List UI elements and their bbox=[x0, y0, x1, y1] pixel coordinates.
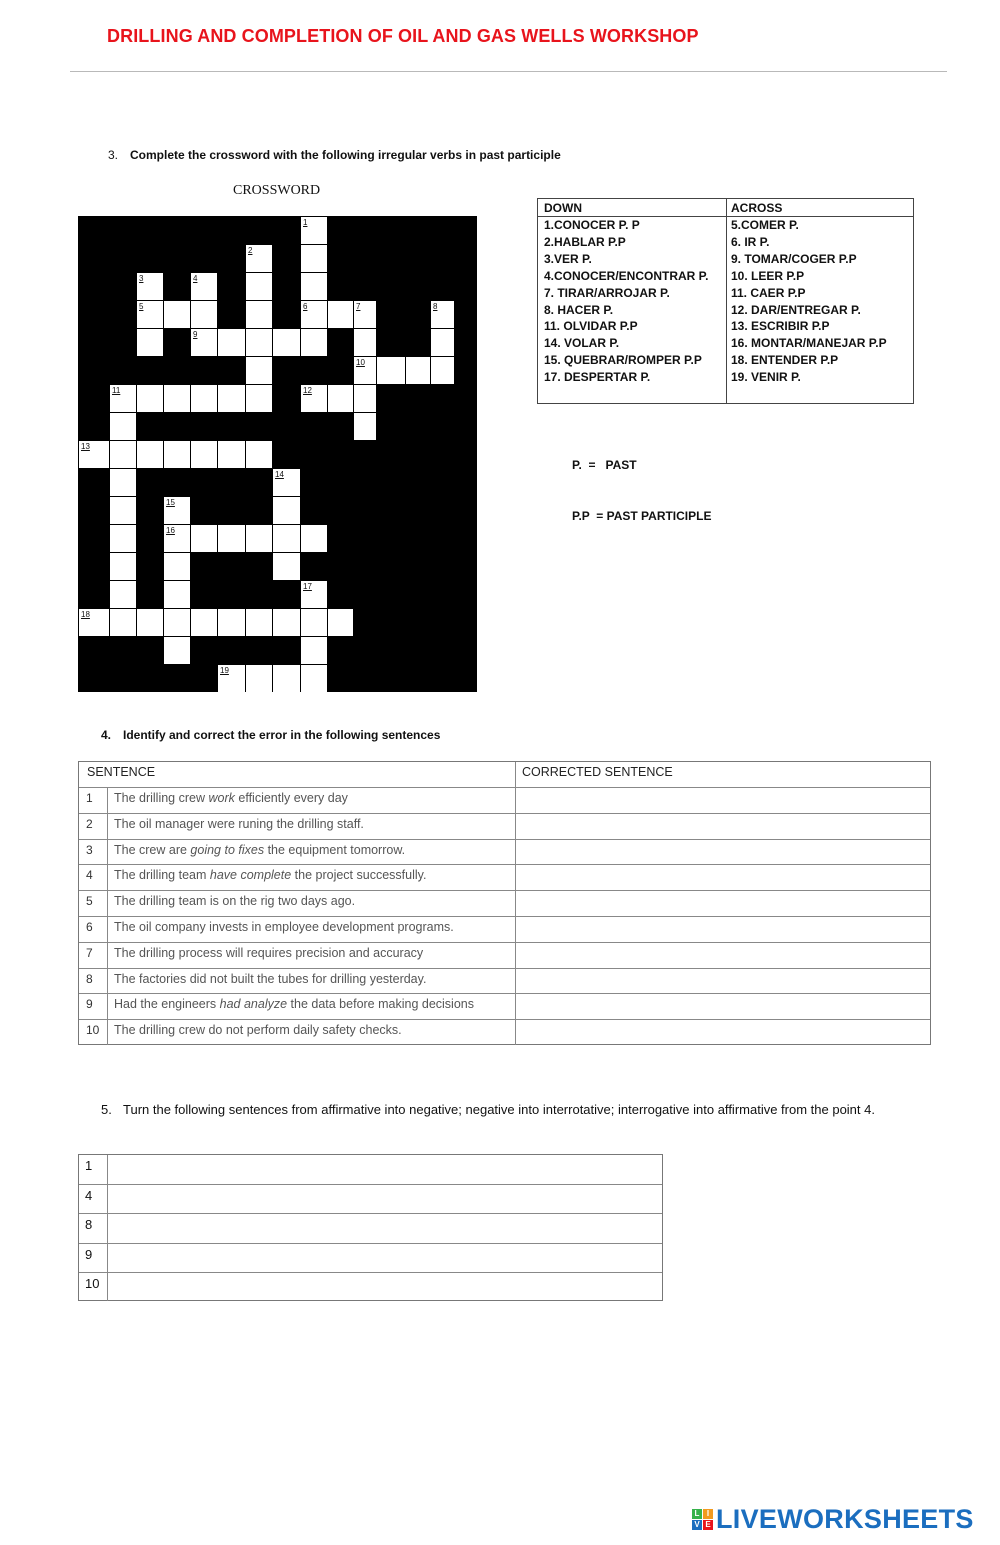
across-clue: 6. IR P. bbox=[731, 234, 770, 249]
crossword-cell[interactable] bbox=[301, 329, 327, 356]
crossword-cell[interactable] bbox=[246, 301, 272, 328]
corrected-sentence-input[interactable] bbox=[516, 891, 930, 916]
crossword-cell[interactable] bbox=[246, 665, 272, 692]
crossword-cell[interactable] bbox=[164, 385, 190, 412]
crossword-cell[interactable] bbox=[301, 665, 327, 692]
corrected-sentence-input[interactable] bbox=[516, 814, 930, 839]
header-divider bbox=[70, 71, 947, 72]
crossword-clue-number: 16 bbox=[166, 526, 175, 535]
question-5-text: Turn the following sentences from affirmative into negative; negative into interrotative; interrogative into affirmative from the point 4. bbox=[123, 1102, 875, 1117]
down-clue: 3.VER P. bbox=[544, 251, 592, 266]
crossword-cell[interactable] bbox=[218, 385, 245, 412]
down-clue: 15. QUEBRAR/ROMPER P.P bbox=[544, 353, 702, 368]
error-table-row bbox=[79, 942, 930, 968]
sentence-text-end: the project successfully. bbox=[291, 868, 427, 883]
crossword-cell[interactable] bbox=[191, 441, 217, 468]
incorrect-sentence bbox=[108, 891, 516, 916]
across-clue: 18. ENTENDER P.P bbox=[731, 353, 839, 368]
corrected-sentence-input[interactable] bbox=[516, 969, 930, 994]
logo-mark-letter: L bbox=[692, 1509, 702, 1519]
crossword-clue-number: 3 bbox=[139, 274, 144, 283]
crossword-clue-number: 10 bbox=[356, 358, 365, 367]
logo-text: LIVEWORKSHEETS bbox=[716, 1503, 974, 1534]
crossword-cell[interactable] bbox=[191, 609, 217, 636]
logo-mark-icon bbox=[692, 1509, 713, 1530]
crossword-cell[interactable] bbox=[218, 609, 245, 636]
sentence-text: The drilling team bbox=[114, 868, 210, 883]
crossword-cell[interactable] bbox=[273, 525, 300, 552]
crossword-clue-number: 11 bbox=[112, 386, 121, 395]
crossword-cell[interactable] bbox=[218, 665, 245, 692]
crossword-cell[interactable] bbox=[164, 441, 190, 468]
crossword-cell[interactable] bbox=[110, 413, 136, 440]
crossword-cell[interactable] bbox=[164, 497, 190, 524]
crossword-cell[interactable] bbox=[246, 329, 272, 356]
abbreviation-legend bbox=[572, 423, 711, 542]
row-number: 6 bbox=[79, 917, 108, 942]
error-table-row bbox=[79, 1019, 930, 1045]
crossword-cell[interactable] bbox=[137, 441, 163, 468]
logo-mark-letter: E bbox=[703, 1520, 713, 1530]
corrected-sentence-input[interactable] bbox=[516, 840, 930, 865]
crossword-cell[interactable] bbox=[328, 609, 353, 636]
sentence-text: The drilling team is on the rig two days ago. bbox=[114, 894, 356, 909]
crossword-cell[interactable] bbox=[354, 413, 376, 440]
sentence-emphasis: had analyze bbox=[219, 997, 288, 1012]
crossword-cell[interactable] bbox=[377, 357, 405, 384]
crossword-cell[interactable] bbox=[301, 385, 327, 412]
crossword-cell[interactable] bbox=[354, 385, 376, 412]
error-table-row bbox=[79, 993, 930, 1019]
down-clue: 7. TIRAR/ARROJAR P. bbox=[544, 285, 670, 300]
transform-table-row[interactable] bbox=[79, 1155, 662, 1184]
down-clue: 4.CONOCER/ENCONTRAR P. bbox=[544, 268, 709, 283]
crossword-cell[interactable] bbox=[110, 441, 136, 468]
sentence-emphasis: going to fixes bbox=[190, 842, 265, 857]
crossword-cell[interactable] bbox=[246, 385, 272, 412]
crossword-cell[interactable] bbox=[301, 273, 327, 300]
crossword-clue-number: 12 bbox=[303, 386, 312, 395]
question-4-number: 4. bbox=[101, 728, 112, 742]
crossword-cell[interactable] bbox=[164, 637, 190, 664]
row-number: 7 bbox=[79, 943, 108, 968]
crossword-cell[interactable] bbox=[273, 329, 300, 356]
corrected-sentence-input[interactable] bbox=[516, 788, 930, 813]
error-table-row bbox=[79, 813, 930, 839]
corrected-sentence-input[interactable] bbox=[516, 994, 930, 1019]
crossword-cell[interactable] bbox=[246, 525, 272, 552]
crossword-cell[interactable] bbox=[354, 357, 376, 384]
corrected-sentence-input[interactable] bbox=[516, 943, 930, 968]
crossword-clue-number: 15 bbox=[166, 498, 175, 507]
error-table-row bbox=[79, 839, 930, 865]
crossword-cell[interactable] bbox=[164, 581, 190, 608]
sentence-text: The crew are bbox=[114, 842, 191, 857]
crossword-cell[interactable] bbox=[191, 273, 217, 300]
crossword-cell[interactable] bbox=[137, 329, 163, 356]
crossword-cell[interactable] bbox=[431, 329, 454, 356]
crossword-cell[interactable] bbox=[246, 245, 272, 272]
crossword-cell[interactable] bbox=[354, 301, 376, 328]
question-5-prompt bbox=[101, 1100, 946, 1119]
crossword-cell[interactable] bbox=[79, 609, 109, 636]
across-header: ACROSS bbox=[731, 201, 783, 215]
sentence-text: The factories did not built the tubes for drilling yesterday. bbox=[114, 971, 427, 986]
crossword-cell[interactable] bbox=[191, 385, 217, 412]
crossword-clue-number: 1 bbox=[303, 218, 308, 227]
crossword-cell[interactable] bbox=[328, 301, 353, 328]
across-clue: 16. MONTAR/MANEJAR P.P bbox=[731, 336, 887, 351]
row-number: 1 bbox=[79, 788, 108, 813]
row-number: 8 bbox=[79, 969, 108, 994]
crossword-cell[interactable] bbox=[110, 385, 136, 412]
error-table-header bbox=[79, 762, 930, 788]
across-clue: 9. TOMAR/COGER P.P bbox=[731, 251, 857, 266]
sentence-text: The drilling process bbox=[114, 945, 226, 960]
logo-mark-letter: V bbox=[692, 1520, 702, 1530]
crossword-cell[interactable] bbox=[431, 301, 454, 328]
row-number: 8 bbox=[79, 1214, 108, 1242]
sentence-text-end: the equipment tomorrow. bbox=[264, 842, 406, 857]
crossword-cell[interactable] bbox=[191, 525, 217, 552]
crossword-clue-number: 9 bbox=[193, 330, 198, 339]
sentence-text: The drilling crew bbox=[114, 791, 209, 805]
sentence-emphasis: have complete bbox=[209, 868, 292, 883]
crossword-cell[interactable] bbox=[328, 385, 353, 412]
across-clue: 5.COMER P. bbox=[731, 218, 799, 232]
clues-column-divider bbox=[726, 199, 727, 403]
down-clue: 17. DESPERTAR P. bbox=[544, 370, 651, 385]
crossword-clue-number: 18 bbox=[81, 610, 90, 619]
clues-table bbox=[537, 198, 914, 404]
crossword-clue-number: 5 bbox=[139, 302, 144, 311]
down-clue: 14. VOLAR P. bbox=[544, 336, 620, 351]
sentence-column-header: SENTENCE bbox=[87, 765, 156, 779]
crossword-cell[interactable] bbox=[301, 301, 327, 328]
question-5-number: 5. bbox=[101, 1102, 112, 1117]
transform-table bbox=[78, 1154, 663, 1301]
crossword-cell[interactable] bbox=[301, 525, 327, 552]
crossword-cell[interactable] bbox=[273, 469, 300, 496]
corrected-column-header: CORRECTED SENTENCE bbox=[522, 765, 673, 779]
sentence-text-end: will requires precision and accuracy bbox=[225, 945, 424, 960]
down-clue: 1.CONOCER P. P bbox=[544, 218, 640, 232]
down-clue: 8. HACER P. bbox=[544, 302, 614, 317]
crossword-cell[interactable] bbox=[273, 609, 300, 636]
crossword-clue-number: 8 bbox=[433, 302, 438, 311]
down-clue: 2.HABLAR P.P bbox=[544, 234, 626, 249]
incorrect-sentence bbox=[108, 943, 516, 968]
crossword-clue-number: 19 bbox=[220, 666, 229, 675]
crossword-cell[interactable] bbox=[218, 329, 245, 356]
across-clue: 10. LEER P.P bbox=[731, 268, 805, 283]
crossword-cell[interactable] bbox=[110, 525, 136, 552]
crossword-cell[interactable] bbox=[301, 217, 327, 244]
crossword-cell[interactable] bbox=[301, 245, 327, 272]
crossword-cell[interactable] bbox=[273, 497, 300, 524]
row-number: 1 bbox=[79, 1155, 108, 1184]
transform-table-row[interactable] bbox=[79, 1243, 662, 1272]
crossword-cell[interactable] bbox=[110, 609, 136, 636]
row-number: 10 bbox=[79, 1020, 108, 1045]
row-number: 9 bbox=[79, 994, 108, 1019]
error-table-row bbox=[79, 787, 930, 813]
incorrect-sentence bbox=[108, 917, 516, 942]
crossword-label: CROSSWORD bbox=[233, 183, 321, 198]
row-number: 5 bbox=[79, 891, 108, 916]
legend-past: P. = PAST bbox=[572, 458, 637, 472]
across-clues-column bbox=[731, 200, 887, 386]
question-3-prompt bbox=[108, 148, 561, 162]
document-title: DRILLING AND COMPLETION OF OIL AND GAS WELLS WORKSHOP bbox=[107, 26, 699, 46]
across-clue: 12. DAR/ENTREGAR P. bbox=[731, 302, 861, 317]
sentence-text: The drilling crew do not perform daily safety checks. bbox=[114, 1023, 402, 1038]
row-number: 10 bbox=[79, 1273, 108, 1301]
header-column-divider bbox=[515, 762, 516, 788]
crossword-cell[interactable] bbox=[79, 441, 109, 468]
error-correction-table bbox=[78, 761, 931, 1045]
incorrect-sentence bbox=[108, 1020, 516, 1045]
across-clue: 11. CAER P.P bbox=[731, 285, 806, 300]
crossword-cell[interactable] bbox=[164, 301, 190, 328]
crossword-cell[interactable] bbox=[164, 553, 190, 580]
crossword-grid bbox=[78, 216, 477, 692]
crossword-clue-number: 2 bbox=[248, 246, 253, 255]
crossword-cell[interactable] bbox=[137, 385, 163, 412]
crossword-cell[interactable] bbox=[137, 301, 163, 328]
sentence-text: Had the engineers bbox=[114, 997, 220, 1012]
question-4-prompt bbox=[101, 728, 440, 742]
crossword-cell[interactable] bbox=[191, 301, 217, 328]
corrected-sentence-input[interactable] bbox=[516, 1020, 930, 1045]
transform-table-row[interactable] bbox=[79, 1184, 662, 1213]
crossword-clue-number: 4 bbox=[193, 274, 198, 283]
transform-table-row[interactable] bbox=[79, 1272, 662, 1301]
error-table-row bbox=[79, 864, 930, 890]
incorrect-sentence bbox=[108, 994, 516, 1019]
incorrect-sentence bbox=[108, 814, 516, 839]
question-3-text: Complete the crossword with the following irregular verbs in past participle bbox=[130, 148, 561, 162]
row-number: 3 bbox=[79, 840, 108, 865]
crossword-cell[interactable] bbox=[246, 441, 272, 468]
row-number: 2 bbox=[79, 814, 108, 839]
row-number: 4 bbox=[79, 1185, 108, 1213]
crossword-cell[interactable] bbox=[301, 609, 327, 636]
crossword-cell[interactable] bbox=[110, 581, 136, 608]
crossword-cell[interactable] bbox=[137, 609, 163, 636]
down-clues-column bbox=[544, 200, 708, 386]
crossword-clue-number: 6 bbox=[303, 302, 308, 311]
crossword-cell[interactable] bbox=[273, 665, 300, 692]
crossword-cell[interactable] bbox=[354, 329, 376, 356]
crossword-cell[interactable] bbox=[110, 469, 136, 496]
incorrect-sentence bbox=[108, 865, 516, 890]
crossword-cell[interactable] bbox=[301, 637, 327, 664]
crossword-cell[interactable] bbox=[191, 329, 217, 356]
incorrect-sentence bbox=[108, 840, 516, 865]
sentence-text-end: the data before making decisions bbox=[287, 997, 474, 1012]
crossword-clue-number: 7 bbox=[356, 302, 361, 311]
row-number: 4 bbox=[79, 865, 108, 890]
legend-past-participle: P.P = PAST PARTICIPLE bbox=[572, 509, 712, 523]
crossword-cell[interactable] bbox=[137, 273, 163, 300]
crossword-cell[interactable] bbox=[301, 581, 327, 608]
crossword-cell[interactable] bbox=[246, 273, 272, 300]
incorrect-sentence bbox=[108, 788, 516, 813]
crossword-cell[interactable] bbox=[110, 553, 136, 580]
crossword-cell[interactable] bbox=[431, 357, 454, 384]
liveworksheets-logo bbox=[692, 1504, 974, 1534]
crossword-clue-number: 17 bbox=[303, 582, 312, 591]
crossword-cell[interactable] bbox=[246, 357, 272, 384]
crossword-cell[interactable] bbox=[246, 609, 272, 636]
transform-table-row[interactable] bbox=[79, 1213, 662, 1242]
down-clue: 11. OLVIDAR P.P bbox=[544, 319, 638, 334]
down-header: DOWN bbox=[544, 201, 582, 215]
crossword-cell[interactable] bbox=[406, 357, 430, 384]
question-4-text: Identify and correct the error in the following sentences bbox=[123, 728, 441, 742]
corrected-sentence-input[interactable] bbox=[516, 865, 930, 890]
crossword-cell[interactable] bbox=[273, 553, 300, 580]
crossword-clue-number: 14 bbox=[275, 470, 284, 479]
sentence-text: The oil company invests in employee development programs. bbox=[114, 920, 454, 934]
crossword-cell[interactable] bbox=[110, 497, 136, 524]
incorrect-sentence bbox=[108, 969, 516, 994]
crossword-cell[interactable] bbox=[164, 525, 190, 552]
error-table-row bbox=[79, 890, 930, 916]
crossword-cell[interactable] bbox=[218, 441, 245, 468]
error-table-row bbox=[79, 916, 930, 942]
row-number: 9 bbox=[79, 1244, 108, 1272]
crossword-clue-number: 13 bbox=[81, 442, 90, 451]
across-clue: 19. VENIR P. bbox=[731, 370, 801, 385]
sentence-text-end: efficiently every day bbox=[234, 791, 348, 805]
question-3-number: 3. bbox=[108, 148, 119, 162]
error-table-row bbox=[79, 968, 930, 994]
sentence-emphasis: work bbox=[208, 791, 235, 805]
logo-mark-letter: I bbox=[703, 1509, 713, 1519]
crossword-cell[interactable] bbox=[218, 525, 245, 552]
sentence-text: The oil manager were runing the drilling staff. bbox=[114, 816, 364, 831]
crossword-cell[interactable] bbox=[164, 609, 190, 636]
across-clue: 13. ESCRIBIR P.P bbox=[731, 319, 830, 334]
corrected-sentence-input[interactable] bbox=[516, 917, 930, 942]
